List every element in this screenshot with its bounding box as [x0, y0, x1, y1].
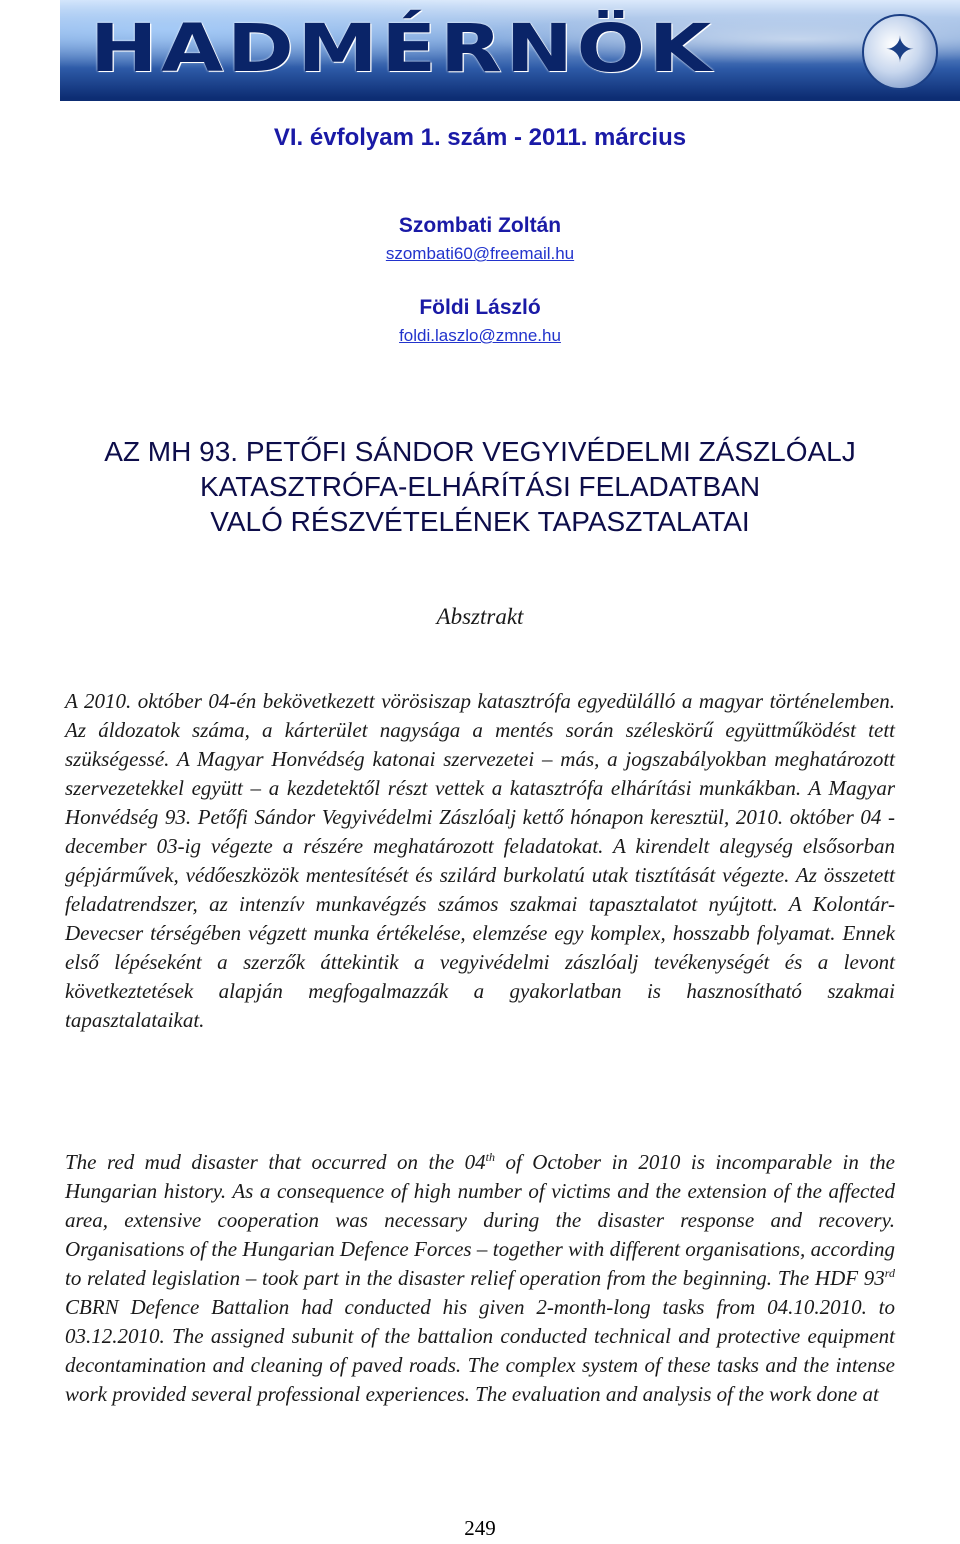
emblem-icon	[862, 14, 938, 90]
page-number: 249	[464, 1516, 496, 1540]
journal-logo: HADMÉRNÖK	[90, 10, 715, 87]
title-line: AZ MH 93. PETŐFI SÁNDOR VEGYIVÉDELMI ZÁSZLÓALJ	[104, 436, 856, 467]
abstract-english	[65, 1148, 895, 1409]
author-name: Szombati Zoltán	[398, 214, 562, 237]
author-email-link[interactable]: foldi.laszlo@zmne.hu	[399, 326, 561, 345]
title-line: KATASZTRÓFA-ELHÁRÍTÁSI FELADATBAN	[199, 471, 761, 502]
author-email-link[interactable]: szombati60@freemail.hu	[385, 244, 575, 263]
banner-divider	[60, 98, 960, 101]
title-line: VALÓ RÉSZVÉTELÉNEK TAPASZTALATAI	[210, 506, 750, 537]
abstract-heading: Absztrakt	[436, 604, 524, 629]
abstract-hungarian: A 2010. október 04-én bekövetkezett vörösiszap katasztrófa egyedülálló a magyar történelemben. Az áldozatok száma, a kárterület nagysága a mentés során széleskörű együttműködést tett szükségessé. A Magyar Honvédség katonai szervezetei – más, a jogszabályokban meghatározott szervezetekkel együtt – a kezdetektől részt vettek a katasztrófa elhárítási munkákban. A Magyar Honvédség 93. Petőfi Sándor Vegyivédelmi Zászlóalj kettő hónapon keresztül, 2010. október 04 - december 03-ig végezte a részére meghatározott feladatokat. A kirendelt alegység elsősorban gépjárművek, védőeszközök mentesítését és szilárd burkolatú utak tisztítását végezte. Az összetett feladatrendszer, az intenzív munkavégzés számos szakmai tapasztalatot nyújtott. A Kolontár-Devecser térségében végzett munka értékelése, elemzése egy komplex, hosszabb folyamat. Ennek első lépéseként a szerzők áttekintik a vegyivédelmi zászlóalj tevékenységét és a levont következtetések alapján megfogalmazzák a gyakorlatban is hasznosítható szakmai tapasztalataikat.	[65, 689, 895, 1032]
author-name: Földi László	[419, 296, 541, 319]
ordinal-suffix: th	[485, 1150, 495, 1164]
journal-banner	[60, 0, 960, 98]
ordinal-suffix: rd	[884, 1266, 895, 1280]
paper-title	[0, 434, 960, 539]
abstract-en-text: of October in 2010 is incomparable in the Hungarian history. As a consequence of high number of victims and the extension of the affected area, extensive cooperation was necessary during the disaster response and recovery. Organisations of the Hungarian Defence Forces – together with different organisations, according to related legislation – took part in the disaster relief operation from the beginning. The HDF 93	[65, 1150, 895, 1290]
issue-line: VI. évfolyam 1. szám - 2011. március	[273, 124, 687, 151]
abstract-en-text: CBRN Defence Battalion had conducted his given 2-month-long tasks from 04.10.2010. to 03.12.2010. The assigned subunit of the battalion conducted technical and protective equipment decontamination and cleaning of paved roads. The complex system of these tasks and the intense work provided several professional experiences. The evaluation and analysis of the work done at	[65, 1295, 895, 1406]
author-email-wrap	[0, 326, 960, 346]
abstract-en-text: The red mud disaster that occurred on the 04	[65, 1150, 486, 1174]
author-email-wrap	[0, 244, 960, 264]
